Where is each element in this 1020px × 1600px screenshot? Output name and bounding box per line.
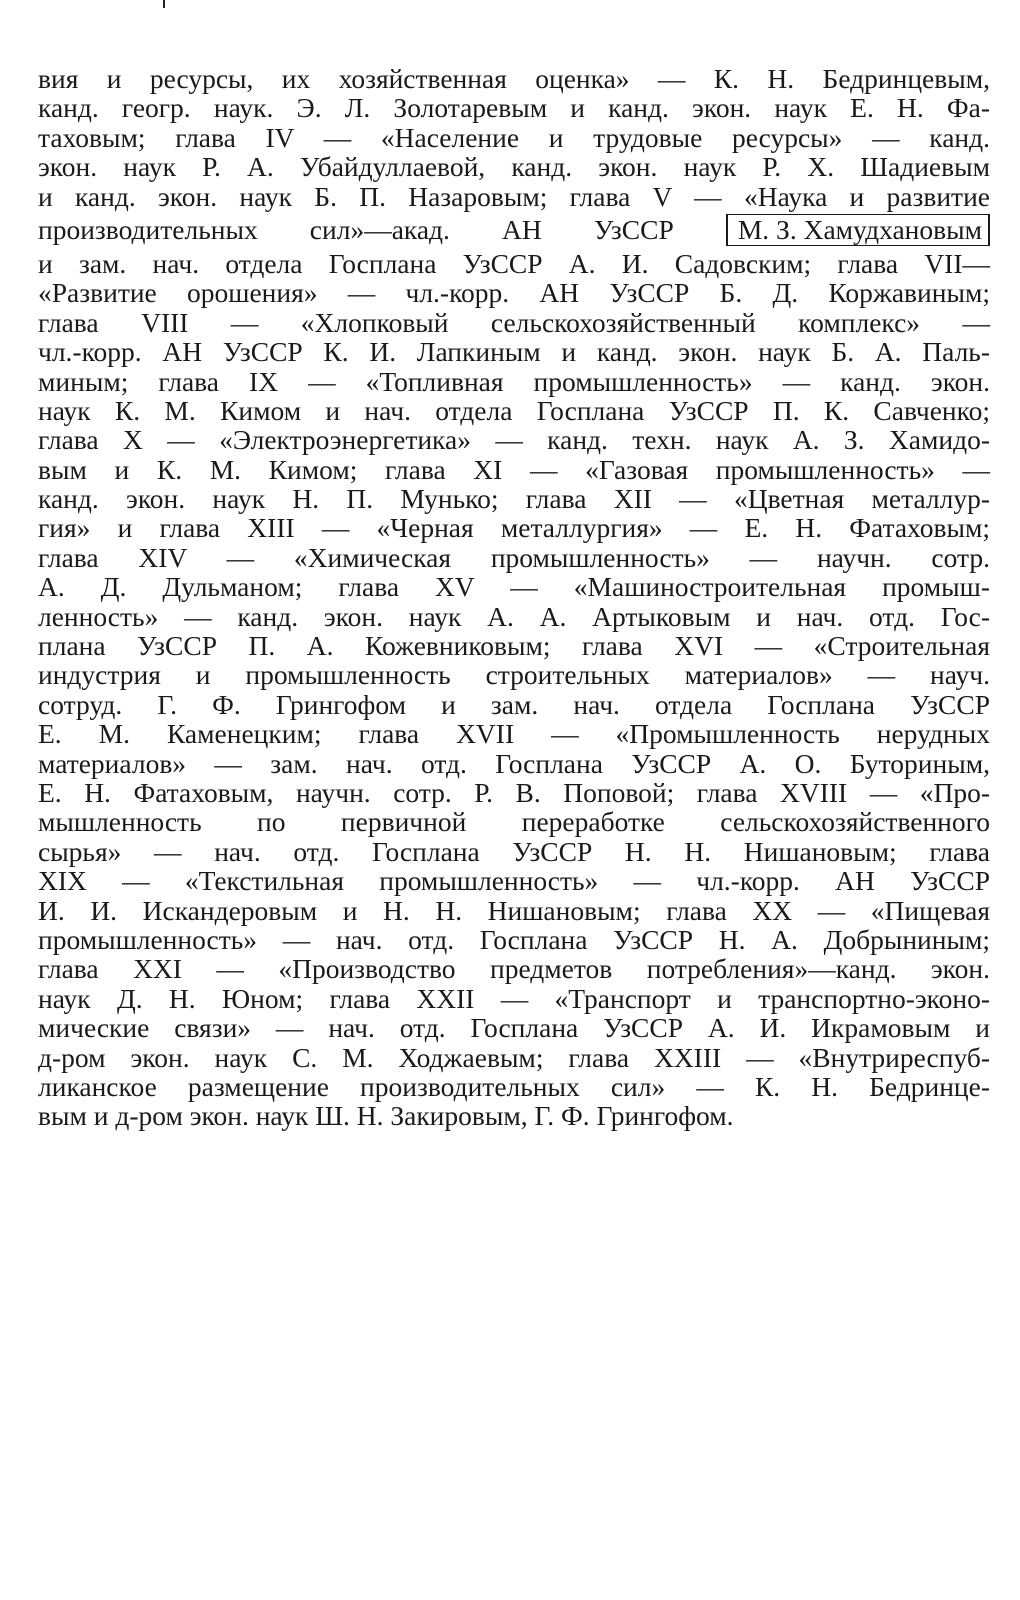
- text-line: миным; глава IX — «Топливная промышленность» — канд. экон.: [38, 365, 990, 397]
- text-line: промышленность» — нач. отд. Госплана УзССР Н. А. Добрыниным;: [38, 923, 990, 955]
- text-line: и зам. нач. отдела Госплана УзССР А. И. Садовским; глава VII—: [38, 247, 990, 279]
- text-line: вия и ресурсы, их хозяйственная оценка» — К. Н. Бедринцевым,: [38, 63, 990, 94]
- text-line-with-box: [38, 213, 990, 249]
- text-line: сырья» — нач. отд. Госплана УзССР Н. Н. Нишановым; глава: [38, 835, 990, 867]
- text-before-box: производительных сил»—акад. АН УзССР: [38, 213, 674, 245]
- text-line: наук Д. Н. Юном; глава XXII — «Транспорт и транспортно-эконо-: [38, 982, 990, 1014]
- text-line: плана УзССР П. А. Кожевниковым; глава XVI — «Строительная: [38, 630, 990, 662]
- text-line: А. Д. Дульманом; глава XV — «Машиностроительная промыш-: [38, 571, 990, 603]
- text-line: глава VIII — «Хлопковый сельскохозяйственный комплекс» —: [38, 306, 990, 338]
- text-line: чл.-корр. АН УзССР К. И. Лапкиным и канд. экон. наук Б. А. Паль-: [38, 336, 990, 368]
- text-line: И. И. Искандеровым и Н. Н. Нишановым; глава XX — «Пищевая: [38, 894, 990, 926]
- text-line: и канд. экон. наук Б. П. Назаровым; глава V — «Наука и развитие: [38, 180, 990, 212]
- body-text: [38, 64, 990, 1131]
- text-line: глава X — «Электроэнергетика» — канд. техн. наук А. З. Хамидо-: [38, 424, 990, 456]
- text-line: «Развитие орошения» — чл.-корр. АН УзССР Б. Д. Коржавиным;: [38, 277, 990, 309]
- text-line: д-ром экон. наук С. М. Ходжаевым; глава XXIII — «Внутриреспуб-: [38, 1041, 990, 1073]
- text-line: глава XXI — «Производство предметов потребления»—канд. экон.: [38, 953, 990, 985]
- text-line: мические связи» — нач. отд. Госплана УзССР А. И. Икрамовым и: [38, 1012, 990, 1044]
- text-line: таховым; глава IV — «Население и трудовые ресурсы» — канд.: [38, 121, 990, 153]
- boxed-name: М. З. Хамудхановым: [726, 214, 990, 246]
- page-edge-mark: [163, 0, 165, 8]
- text-line: ликанское размещение производительных сил» — К. Н. Бедринце-: [38, 1070, 990, 1102]
- text-line: глава XIV — «Химическая промышленность» — научн. сотр.: [38, 541, 990, 573]
- text-line: индустрия и промышленность строительных материалов» — науч.: [38, 659, 990, 691]
- text-line: сотруд. Г. Ф. Грингофом и зам. нач. отдела Госплана УзССР: [38, 688, 990, 720]
- text-line: экон. наук Р. А. Убайдуллаевой, канд. экон. наук Р. Х. Шадиевым: [38, 151, 990, 183]
- text-line: канд. экон. наук Н. П. Мунько; глава XII — «Цветная металлур-: [38, 483, 990, 515]
- text-line: Е. М. Каменецким; глава XVII — «Промышленность нерудных: [38, 718, 990, 750]
- text-line: канд. геогр. наук. Э. Л. Золотаревым и канд. экон. наук Е. Н. Фа-: [38, 92, 990, 124]
- text-line: материалов» — зам. нач. отд. Госплана УзССР А. О. Буториным,: [38, 747, 990, 779]
- text-line: XIX — «Текстильная промышленность» — чл.-корр. АН УзССР: [38, 865, 990, 897]
- text-line: Е. Н. Фатаховым, научн. сотр. Р. В. Поповой; глава XVIII — «Про-: [38, 776, 990, 808]
- text-line: мышленность по первичной переработке сельскохозяйственного: [38, 806, 990, 838]
- text-line: наук К. М. Кимом и нач. отдела Госплана УзССР П. К. Савченко;: [38, 394, 990, 426]
- text-line-last: вым и д-ром экон. наук Ш. Н. Закировым, Г. Ф. Грингофом.: [38, 1100, 734, 1132]
- text-line: гия» и глава XIII — «Черная металлургия» — Е. Н. Фатаховым;: [38, 512, 990, 544]
- text-line: вым и К. М. Кимом; глава XI — «Газовая промышленность» —: [38, 453, 990, 485]
- text-line: ленность» — канд. экон. наук А. А. Артыковым и нач. отд. Гос-: [38, 600, 990, 632]
